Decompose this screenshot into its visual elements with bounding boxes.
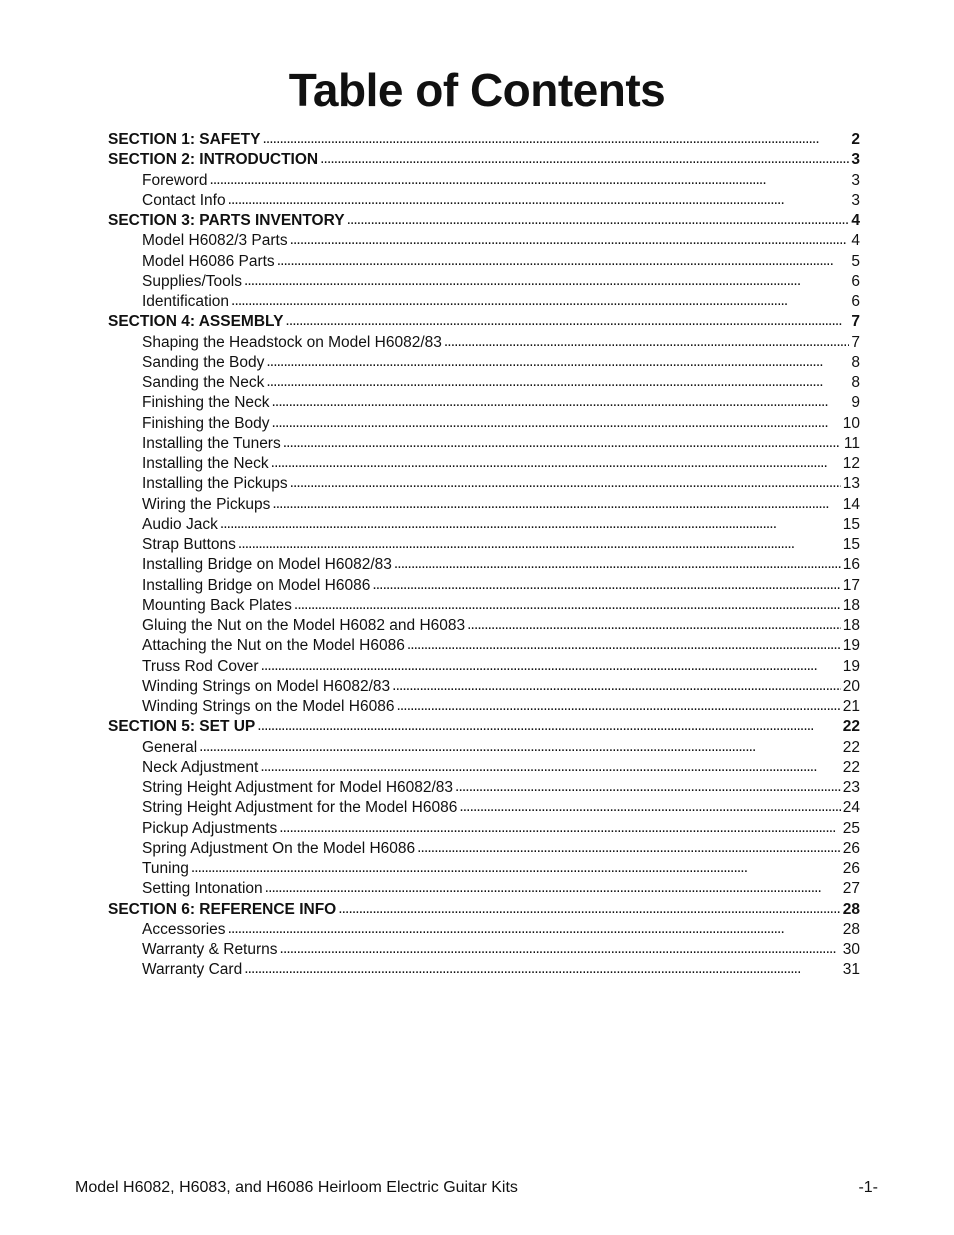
toc-entry-label: Winding Strings on Model H6082/83: [142, 677, 391, 695]
toc-entry-label: String Height Adjustment for the Model H6086: [142, 799, 458, 817]
toc-entry-label: SECTION 6: REFERENCE INFO: [108, 900, 337, 918]
toc-entry-label: SECTION 5: SET UP: [108, 718, 256, 736]
toc-subsection-entry: [108, 373, 860, 393]
toc-entry-page-number: 15: [842, 515, 860, 533]
toc-section-entry: [108, 900, 860, 920]
toc-entry-label: Gluing the Nut on the Model H6082 and H6083: [142, 617, 466, 634]
toc-entry-page-number: 22: [842, 758, 860, 776]
toc-dot-leader: [407, 635, 841, 655]
toc-entry-label: SECTION 2: INTRODUCTION: [108, 151, 319, 169]
toc-subsection-entry: [108, 252, 860, 272]
toc-entry-page-number: 15: [842, 536, 860, 553]
toc-entry-page-number: 6: [851, 293, 860, 310]
toc-entry-label: Sanding the Body: [142, 353, 265, 371]
toc-entry-page-number: 5: [851, 252, 860, 270]
toc-entry-page-number: 18: [842, 596, 860, 614]
toc-section-entry: [108, 211, 860, 231]
toc-entry-page-number: 31: [842, 961, 860, 979]
toc-dot-leader: [272, 413, 841, 433]
page-title: Table of Contents: [288, 64, 666, 116]
toc-subsection-entry: [108, 636, 860, 656]
toc-dot-leader: [372, 575, 840, 595]
toc-subsection-entry: [108, 414, 860, 434]
toc-entry-page-number: 11: [843, 434, 860, 452]
toc-entry-page-number: 19: [842, 637, 860, 655]
toc-entry-page-number: 3: [851, 191, 860, 209]
toc-entry-page-number: 25: [842, 819, 860, 837]
toc-entry-page-number: 7: [851, 313, 860, 331]
toc-dot-leader: [238, 534, 841, 554]
toc-entry-label: Spring Adjustment On the Model H6086: [142, 839, 416, 857]
toc-subsection-entry: [108, 738, 860, 758]
toc-subsection-entry: [108, 758, 860, 778]
toc-subsection-entry: [108, 474, 860, 494]
toc-subsection-entry: [108, 191, 860, 211]
toc-entry-page-number: 28: [842, 900, 860, 918]
toc-subsection-entry: [108, 697, 860, 717]
toc-dot-leader: [347, 210, 850, 230]
toc-subsection-entry: [108, 960, 860, 980]
toc-dot-leader: [220, 514, 841, 534]
toc-entry-page-number: 27: [842, 880, 860, 898]
toc-section-entry: [108, 150, 860, 170]
toc-dot-leader: [277, 251, 850, 271]
toc-entry-page-number: 14: [842, 495, 860, 513]
toc-entry-label: Installing the Neck: [142, 455, 269, 472]
toc-entry-page-number: 28: [842, 920, 860, 938]
toc-entry-page-number: 6: [851, 272, 860, 290]
toc-subsection-entry: [108, 920, 860, 940]
toc-dot-leader: [444, 332, 850, 352]
toc-entry-page-number: 3: [851, 171, 860, 189]
toc-subsection-entry: [108, 940, 860, 960]
toc-dot-leader: [271, 453, 841, 473]
toc-subsection-entry: [108, 819, 860, 839]
toc-dot-leader: [262, 129, 849, 149]
toc-subsection-entry: [108, 292, 860, 312]
toc-entry-page-number: 18: [842, 617, 860, 634]
toc-dot-leader: [191, 858, 841, 878]
toc-entry-label: Wiring the Pickups: [142, 495, 271, 513]
toc-entry-page-number: 10: [842, 414, 860, 432]
toc-dot-leader: [455, 777, 841, 797]
toc-subsection-entry: [108, 576, 860, 596]
toc-subsection-entry: [108, 677, 860, 697]
toc-section-entry: [108, 312, 860, 332]
toc-entry-label: Installing Bridge on Model H6086: [142, 576, 371, 594]
toc-subsection-entry: [108, 616, 860, 636]
toc-entry-page-number: 7: [851, 333, 860, 351]
toc-entry-page-number: 2: [851, 131, 860, 148]
toc-dot-leader: [228, 919, 841, 939]
toc-subsection-entry: [108, 879, 860, 899]
toc-subsection-entry: [108, 859, 860, 879]
toc-entry-label: Installing the Pickups: [142, 475, 288, 493]
toc-entry-label: Supplies/Tools: [142, 272, 242, 290]
toc-entry-page-number: 8: [851, 353, 860, 371]
toc-entry-page-number: 19: [842, 657, 860, 675]
toc-subsection-entry: [108, 778, 860, 798]
toc-dot-leader: [272, 494, 840, 514]
toc-entry-label: Strap Buttons: [142, 536, 236, 553]
toc-entry-page-number: 26: [842, 860, 860, 877]
toc-subsection-entry: [108, 839, 860, 859]
toc-entry-label: Neck Adjustment: [142, 758, 259, 776]
toc-dot-leader: [244, 271, 849, 291]
toc-entry-label: Model H6086 Parts: [142, 252, 275, 270]
toc-dot-leader: [467, 615, 841, 635]
toc-entry-page-number: 30: [842, 941, 860, 958]
toc-subsection-entry: [108, 333, 860, 353]
toc-subsection-entry: [108, 353, 860, 373]
toc-dot-leader: [396, 696, 840, 716]
toc-entry-label: Shaping the Headstock on Model H6082/83: [142, 333, 442, 351]
toc-dot-leader: [283, 433, 842, 453]
toc-subsection-entry: [108, 393, 860, 413]
toc-dot-leader: [417, 838, 841, 858]
toc-dot-leader: [231, 291, 849, 311]
toc-dot-leader: [260, 757, 840, 777]
toc-dot-leader: [394, 554, 841, 574]
toc-entry-label: SECTION 1: SAFETY: [108, 131, 261, 148]
toc-entry-page-number: 12: [842, 455, 860, 472]
toc-entry-page-number: 22: [842, 718, 860, 736]
table-of-contents: [108, 130, 860, 981]
toc-subsection-entry: [108, 434, 860, 454]
toc-dot-leader: [257, 716, 840, 736]
toc-dot-leader: [459, 797, 840, 817]
toc-entry-page-number: 24: [842, 799, 860, 817]
toc-entry-label: Mounting Back Plates: [142, 596, 292, 614]
toc-dot-leader: [290, 230, 850, 250]
toc-subsection-entry: [108, 171, 860, 191]
toc-entry-label: SECTION 3: PARTS INVENTORY: [108, 212, 345, 229]
toc-entry-page-number: 22: [842, 738, 860, 756]
toc-entry-label: Winding Strings on the Model H6086: [142, 698, 395, 715]
toc-subsection-entry: [108, 798, 860, 818]
toc-entry-page-number: 8: [851, 374, 860, 391]
toc-entry-page-number: 13: [842, 475, 860, 493]
toc-subsection-entry: [108, 657, 860, 677]
footer-title: Model H6082, H6083, and H6086 Heirloom Electric Guitar Kits: [75, 1179, 518, 1196]
toc-subsection-entry: [108, 454, 860, 474]
toc-dot-leader: [290, 473, 841, 493]
toc-section-entry: [108, 130, 860, 150]
toc-entry-label: Pickup Adjustments: [142, 819, 278, 837]
toc-dot-leader: [209, 170, 849, 190]
toc-entry-label: Attaching the Nut on the Model H6086: [142, 637, 405, 655]
toc-entry-label: Sanding the Neck: [142, 374, 265, 391]
toc-entry-page-number: 9: [851, 394, 860, 412]
toc-dot-leader: [261, 656, 841, 676]
toc-subsection-entry: [108, 495, 860, 515]
toc-entry-label: Finishing the Body: [142, 414, 270, 432]
toc-entry-page-number: 3: [851, 151, 860, 169]
toc-dot-leader: [265, 878, 841, 898]
toc-subsection-entry: [108, 515, 860, 535]
toc-entry-label: Finishing the Neck: [142, 394, 270, 412]
toc-entry-label: Audio Jack: [142, 515, 218, 533]
toc-entry-label: Tuning: [142, 860, 189, 877]
toc-dot-leader: [266, 352, 849, 372]
toc-entry-label: Truss Rod Cover: [142, 657, 259, 675]
toc-dot-leader: [199, 737, 841, 757]
toc-entry-label: Foreword: [142, 171, 208, 189]
footer-page-number: -1-: [858, 1179, 878, 1196]
toc-subsection-entry: [108, 535, 860, 555]
toc-dot-leader: [392, 676, 841, 696]
toc-entry-page-number: 17: [842, 576, 860, 594]
toc-subsection-entry: [108, 272, 860, 292]
toc-entry-page-number: 23: [842, 779, 860, 796]
toc-entry-page-number: 4: [851, 232, 860, 250]
toc-subsection-entry: [108, 555, 860, 575]
toc-entry-page-number: 4: [851, 212, 860, 229]
toc-entry-page-number: 21: [842, 698, 860, 715]
toc-entry-page-number: 20: [842, 677, 860, 695]
toc-dot-leader: [266, 372, 849, 392]
toc-entry-label: Model H6082/3 Parts: [142, 232, 288, 250]
toc-dot-leader: [244, 959, 841, 979]
toc-dot-leader: [320, 149, 849, 169]
toc-entry-label: SECTION 4: ASSEMBLY: [108, 313, 284, 331]
toc-entry-page-number: 26: [842, 839, 860, 857]
toc-entry-label: Setting Intonation: [142, 880, 263, 898]
toc-dot-leader: [280, 939, 841, 959]
toc-entry-label: Installing Bridge on Model H6082/83: [142, 556, 392, 574]
toc-entry-label: General: [142, 738, 198, 756]
toc-entry-label: Contact Info: [142, 191, 226, 209]
toc-entry-label: Warranty & Returns: [142, 941, 278, 958]
toc-entry-label: Installing the Tuners: [142, 434, 281, 452]
toc-entry-label: Identification: [142, 293, 230, 310]
toc-entry-label: Warranty Card: [142, 961, 243, 979]
toc-section-entry: [108, 717, 860, 737]
toc-entry-label: String Height Adjustment for Model H6082/83: [142, 779, 454, 796]
toc-dot-leader: [228, 190, 850, 210]
toc-dot-leader: [272, 392, 850, 412]
toc-subsection-entry: [108, 231, 860, 251]
toc-dot-leader: [294, 595, 841, 615]
toc-dot-leader: [279, 818, 840, 838]
toc-subsection-entry: [108, 596, 860, 616]
toc-entry-page-number: 16: [842, 556, 860, 574]
toc-dot-leader: [285, 311, 849, 331]
toc-dot-leader: [338, 899, 841, 919]
toc-entry-label: Accessories: [142, 920, 226, 938]
